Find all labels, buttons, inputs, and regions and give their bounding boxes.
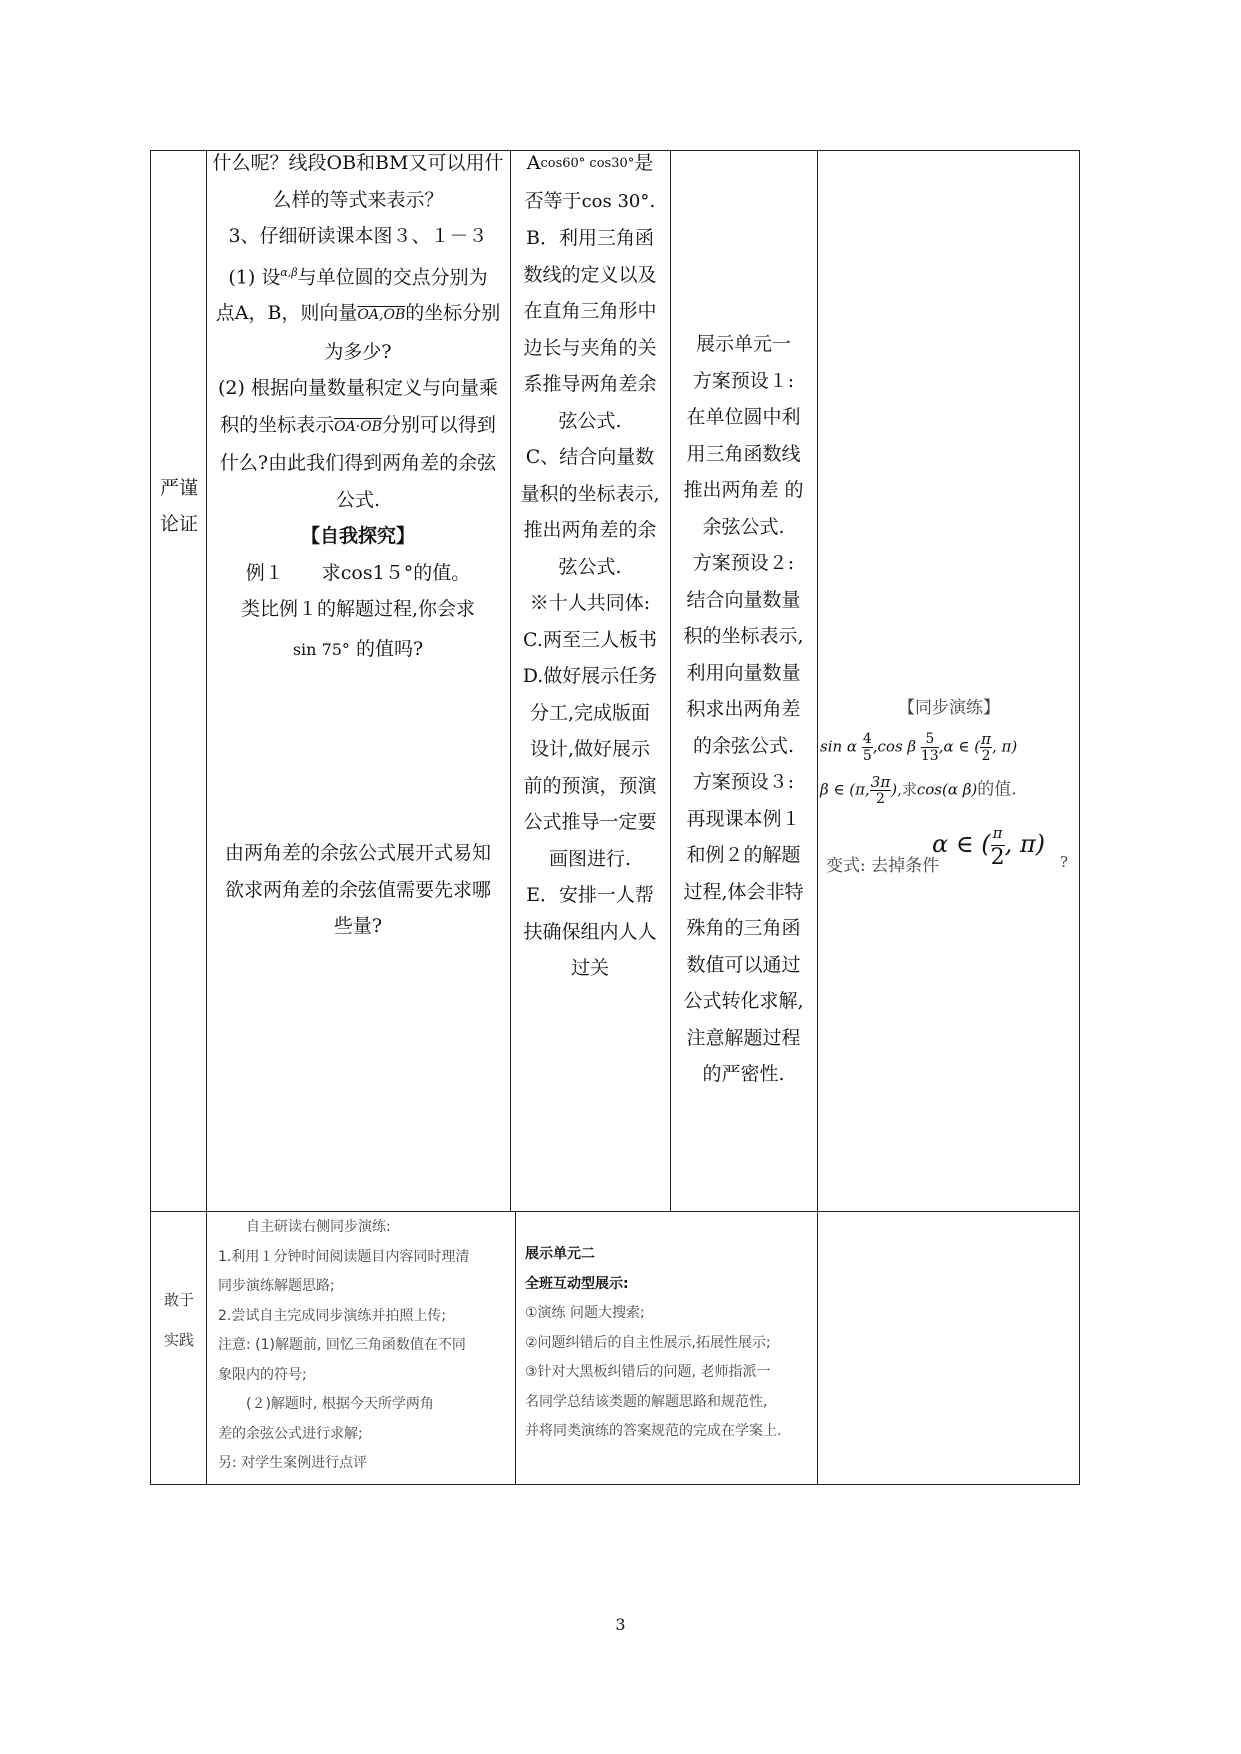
column-divider xyxy=(670,150,671,1211)
section-label-practice: 敢于 实践 xyxy=(163,1291,194,1349)
column-divider xyxy=(817,150,818,1485)
practice-column xyxy=(820,693,1078,881)
row-divider xyxy=(150,1211,1080,1212)
self-explore-heading: 【自我探究】 xyxy=(300,525,415,548)
unit-title: 展示单元二 xyxy=(525,1246,595,1262)
sin-question: sin 75° 的值吗? xyxy=(292,637,424,660)
text-line: 公式. xyxy=(335,488,381,511)
question-1-line2: 点A，B，则向量OA,OB的坐标分别 xyxy=(215,302,501,325)
example-1: 例１ 求cos1５°的值。 xyxy=(245,561,471,584)
question-1-line1: (1) 设$^{\alpha,\beta}$与单位圆的交点分别为 xyxy=(228,265,488,288)
unit-subtitle: 全班互动型展示: xyxy=(525,1275,629,1292)
presentation-unit-2: 展示单元二 全班互动型展示: ①演练 问题大搜索; ②问题纠错后的自主性展示,拓展性展示; ③针对大黑板纠错后的问题, 老师指派一 名同学总结该类题的解题思路和规范性, 并将同类演练的答案规范的完成在学案上. xyxy=(525,1240,815,1447)
column-divider xyxy=(515,1211,516,1485)
text-line: 为多少? xyxy=(324,340,392,363)
text-line: 么样的等式来表示？ xyxy=(272,188,444,211)
practice-heading: 【同步演练】 xyxy=(898,698,1000,718)
text-line: 3、仔细研读课本图３、１－３ xyxy=(228,225,488,247)
text-line: 什么呢？线段OB和BM又可以用什 xyxy=(212,152,504,174)
vector-dot-product: OA·OB xyxy=(334,418,382,435)
practice-variant: 变式: 去掉条件 α ∈ ( $\frac{\pi}{2}$ , π) ? xyxy=(820,821,1078,881)
text-line: (2) 根据向量数量积定义与向量乘 xyxy=(218,377,498,400)
cos-line: Acos60° cos30°是 xyxy=(526,152,654,174)
practice-condition-2: β ∈ (π, $\frac{3\pi}{2}$ ),求cos(α β)的值. xyxy=(820,773,1017,807)
text-line: 类比例１的解题过程,你会求 xyxy=(240,598,476,621)
column-divider xyxy=(206,150,207,1485)
self-study-column: 自主研读右侧同步演练: 1.利用１分钟时间阅读题目内容同时理清 同步演练解题思路; 2.尝试自主完成同步演练并拍照上传; 注意: (1)解题前, 回忆三角函数值在不同 象限内的符号; (２)解题时, 根据今天所学两角 差的余弦公式进行求解; 另: 对学生案例进行点评 xyxy=(218,1219,470,1471)
question-2-line2: 积的坐标表示OA·OB分别可以得到 xyxy=(220,413,496,436)
section-label-rigorous: 严谨 论证 xyxy=(159,477,198,535)
presentation-column: 展示单元一 方案预设１: 在单位圆中利 用三角函数线 推出两角差 的 余弦公式. 方案预设２: 结合向量数量 积的坐标表示, 利用向量数量 积求出两角差 的余弦公式. 方案预设３: 再现课本例１ 和例２的解题 过程,体会非特 殊角的三角函 数值可以通过 公式转化求解, 注意解题过程 的严密性. xyxy=(683,333,804,1085)
practice-condition-1: sin α $\frac{4}{5}$ ,cos β $\frac{5}{13}$ ,α ∈ ( $\frac{\pi}{2}$ , π) xyxy=(820,730,1018,764)
inquiry-bottom-text: 由两角差的余弦公式展开式易知 欲求两角差的余弦值需要先求哪 些量? xyxy=(224,842,491,937)
text-line: 什么?由此我们得到两角差的余弦 xyxy=(219,452,497,475)
method-column: Acos60° cos30°是 否等于cos 30°. B．利用三角函 数线的定义以及 在直角三角形中 边长与夹角的关 系推导两角差余 弦公式. C、结合向量数 量积的坐标表示, 推出两角差的余 弦公式. ※十人共同体: C.两至三人板书 D.做好展示任务 分工,完成版面 设计,做好展示 前的预演，预演 公式推导一定要 画图进行. E．安排一人帮 扶确保组内人人 过关 xyxy=(512,145,668,987)
vector-oa-ob: OA,OB xyxy=(357,307,406,324)
page-number: 3 xyxy=(615,1615,626,1634)
cos-line-2: 否等于cos 30°. xyxy=(524,189,656,212)
column-divider xyxy=(510,150,511,1211)
inquiry-column xyxy=(208,145,508,671)
